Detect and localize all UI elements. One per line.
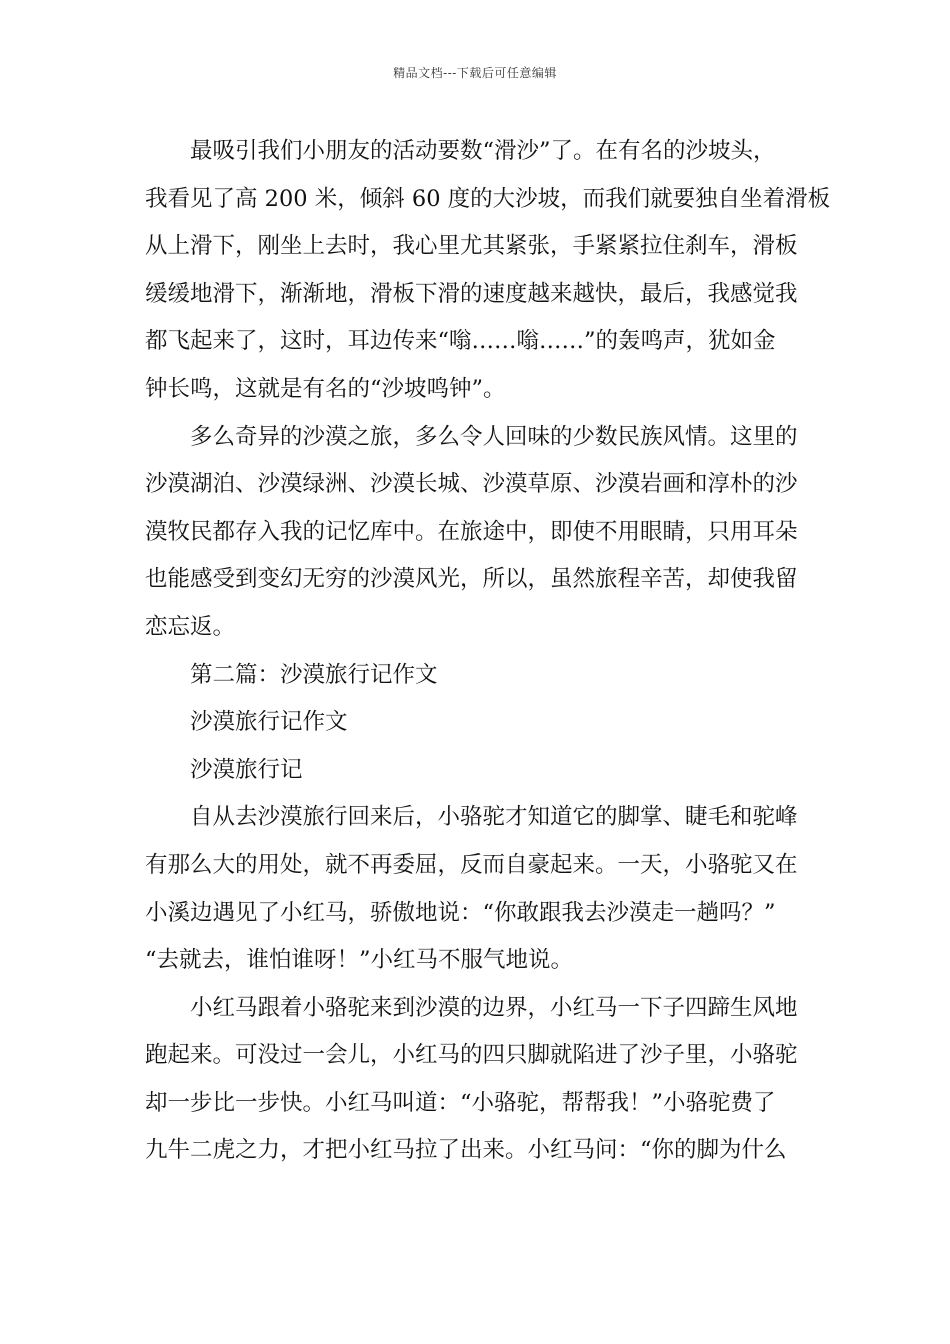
essay-title: 沙漠旅行记作文 (190, 709, 348, 736)
essay-subtitle: 沙漠旅行记 (190, 756, 303, 783)
text-line: 自从去沙漠旅行回来后，小骆驼才知道它的脚掌、睫毛和驼峰 (190, 804, 798, 831)
text-line: 从上滑下，刚坐上去时，我心里尤其紧张，手紧紧拉住刹车，滑板 (145, 233, 798, 260)
text-line: 钟长鸣，这就是有名的“沙坡鸣钟”。 (145, 375, 506, 402)
paragraph-sand-sliding (145, 128, 831, 414)
paragraph-desert-journey (145, 414, 807, 652)
text-line: 小红马跟着小骆驼来到沙漠的边界，小红马一下子四蹄生风地 (190, 994, 798, 1021)
text-line: 我看见了高 200 米，倾斜 60 度的大沙坡，而我们就要独自坐着滑板 (145, 185, 831, 212)
text-line: 都飞起来了，这时，耳边传来“嗡……嗡……”的轰鸣声，犹如金 (145, 328, 776, 355)
text-line: 跑起来。可没过一会儿，小红马的四只脚就陷进了沙子里，小骆驼 (145, 1042, 798, 1069)
text-line: 最吸引我们小朋友的活动要数“滑沙”了。在有名的沙坡头， (190, 138, 776, 164)
text-line: 漠牧民都存入我的记忆库中。在旅途中，即使不用眼睛，只用耳朵 (145, 518, 798, 545)
text-line: 也能感受到变幻无穷的沙漠风光，所以，虽然旅程辛苦，却使我留 (145, 566, 798, 593)
text-line: 九牛二虎之力，才把小红马拉了出来。小红马问：“你的脚为什么 (145, 1137, 787, 1164)
section-heading: 第二篇：沙漠旅行记作文 (190, 661, 438, 688)
text-line: 缓缓地滑下，渐渐地，滑板下滑的速度越来越快，最后，我感觉我 (145, 280, 798, 307)
text-line: 小溪边遇见了小红马，骄傲地说：“你敢跟我去沙漠走一趟吗？” (145, 899, 776, 926)
paragraph-red-horse (145, 985, 807, 1175)
text-line: “去就去，谁怕谁呀！”小红马不服气地说。 (145, 947, 574, 974)
text-line: 多么奇异的沙漠之旅，多么令人回味的少数民族风情。这里的 (190, 423, 798, 450)
text-line: 有那么大的用处，就不再委屈，反而自豪起来。一天，小骆驼又在 (145, 851, 798, 878)
paragraph-camel-return (145, 794, 807, 984)
text-line: 沙漠湖泊、沙漠绿洲、沙漠长城、沙漠草原、沙漠岩画和淳朴的沙 (145, 471, 798, 498)
text-line: 却一步比一步快。小红马叫道：“小骆驼，帮帮我！”小骆驼费了 (145, 1089, 776, 1116)
page-header: 精品文档---下载后可任意编辑 (393, 66, 557, 80)
text-line: 恋忘返。 (145, 613, 236, 640)
document-body (145, 128, 831, 1175)
